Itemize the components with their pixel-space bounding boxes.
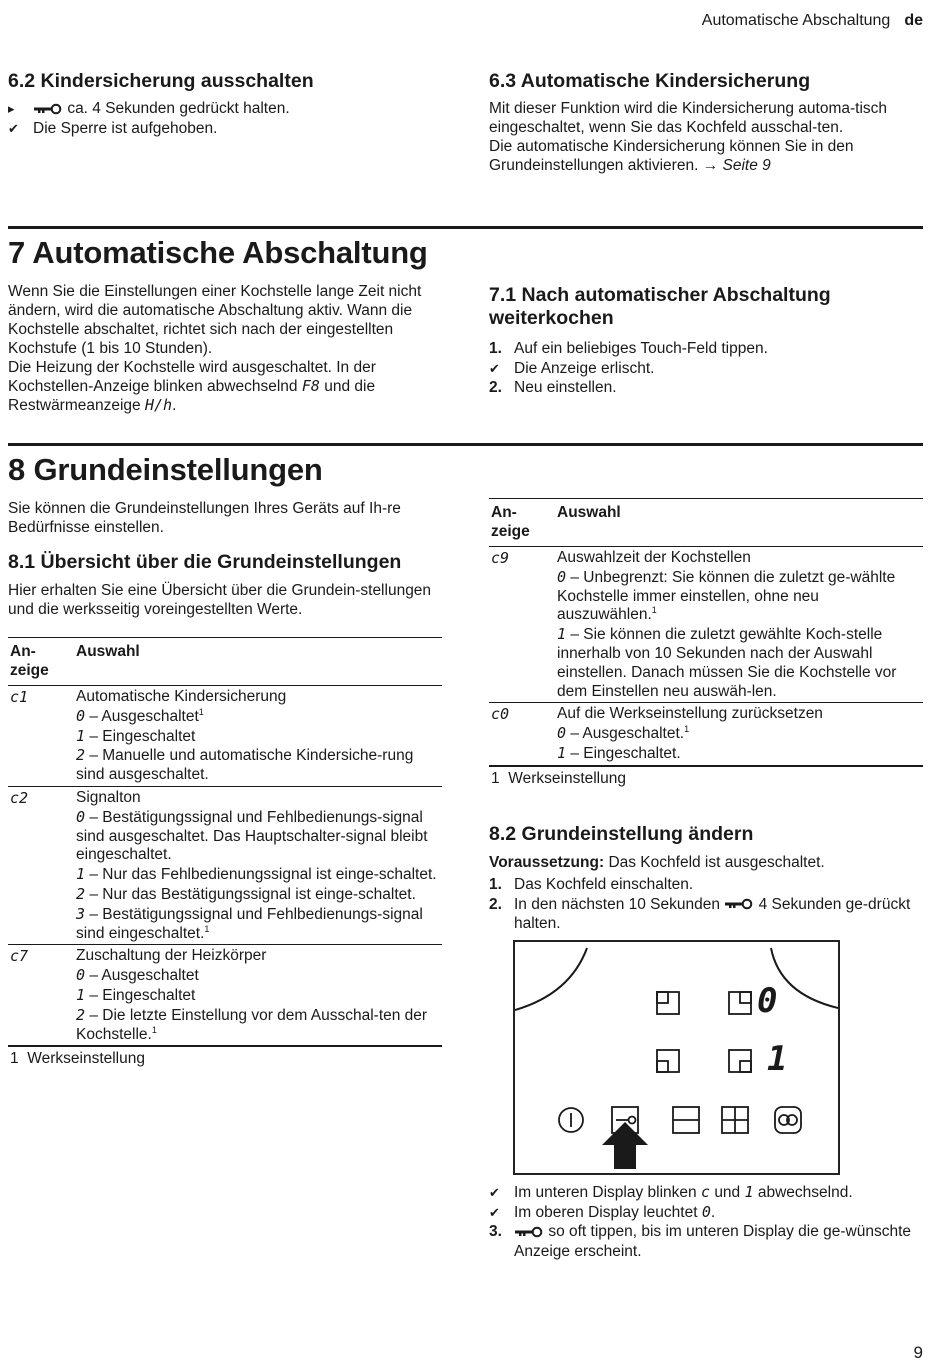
table-row bbox=[8, 945, 442, 1046]
step-1: 1. Auf ein beliebiges Touch-Feld tippen. bbox=[489, 340, 768, 357]
footnote-ref: 1 bbox=[684, 724, 690, 735]
footnote-ref: 1 bbox=[151, 1024, 157, 1035]
column-header-anzeige: An-zeige bbox=[491, 504, 530, 540]
triangle-bullet-icon: ▸ bbox=[8, 101, 15, 116]
section-divider bbox=[8, 443, 923, 446]
zone-icon-bottom-right bbox=[729, 1050, 751, 1072]
paragraph: Sie können die Grundeinstellungen Ihres Geräts auf Ih-re Bedürfnisse einstellen. bbox=[8, 500, 401, 536]
display-code-hh: H/h bbox=[145, 396, 173, 414]
table-row bbox=[8, 686, 442, 787]
setting-option: 1 – Sie können die zuletzt gewählte Koch-stelle innerhalb von 10 Sekunden nach der Auswahl einstellen. Danach müssen Sie die Kochstelle vor dem Einstellen neu auswäh-len. bbox=[557, 625, 897, 700]
setting-title: Zuschaltung der Heizkörper bbox=[76, 947, 267, 965]
step-3: 3. so oft tippen, bis im unteren Display die ge-wünschte Anzeige erscheint. bbox=[489, 1223, 912, 1260]
cooking-zone-arc-left bbox=[515, 948, 587, 1010]
setting-title: Auf die Werkseinstellung zurücksetzen bbox=[557, 705, 823, 723]
setting-option: 1 – Eingeschaltet. bbox=[557, 743, 681, 762]
table-row bbox=[489, 703, 923, 766]
column-header-anzeige: An-zeige bbox=[10, 643, 49, 679]
setting-option: 0 – Bestätigungssignal und Fehlbedienungs-signal sind ausgeschaltet. Das Hauptschalter-signal bleibt eingeschaltet. bbox=[76, 807, 428, 864]
setting-option: 0 – Ausgeschaltet.$^1$ bbox=[557, 724, 690, 743]
control-panel-illustration bbox=[513, 940, 840, 1175]
result-item: ✔ Im oberen Display leuchtet 0. bbox=[489, 1202, 716, 1221]
instruction-step bbox=[8, 99, 442, 119]
paragraph: Die automatische Kindersicherung können Sie in den Grundeinstellungen aktivieren. → Seite 9 bbox=[489, 138, 854, 174]
section-8-body bbox=[8, 499, 442, 619]
key-icon bbox=[724, 898, 754, 910]
zone-icon-top-right bbox=[729, 992, 751, 1014]
minus-icon bbox=[673, 1107, 699, 1133]
running-header bbox=[702, 12, 923, 30]
section-7-1 bbox=[489, 284, 923, 398]
step-1: 1. Das Kochfeld einschalten. bbox=[489, 876, 694, 893]
setting-code: c1 bbox=[10, 688, 29, 706]
setting-option: 0 – Ausgeschaltet$^1$ bbox=[76, 706, 204, 725]
setting-option: 2 – Die letzte Einstellung vor dem Ausschal-ten der Kochstelle.$^1$ bbox=[76, 1005, 428, 1043]
step-2: 2. Neu einstellen. bbox=[489, 379, 617, 396]
page-reference[interactable]: Seite 9 bbox=[722, 157, 771, 174]
setting-option: 1 – Eingeschaltet bbox=[76, 726, 196, 745]
step-text: ca. 4 Sekunden gedrückt halten. bbox=[67, 100, 290, 117]
setting-option: 0 – Ausgeschaltet bbox=[76, 966, 199, 985]
result-item: ✔ Die Anzeige erlischt. bbox=[489, 359, 655, 377]
section-8-2-results bbox=[489, 1183, 923, 1261]
setting-title: Automatische Kindersicherung bbox=[76, 688, 287, 705]
section-6-2 bbox=[8, 70, 442, 138]
zone-icon-top-left bbox=[657, 992, 679, 1014]
footnote-ref: 1 bbox=[204, 923, 210, 934]
cooking-zone-arc-right bbox=[771, 948, 838, 1008]
paragraph: Mit dieser Funktion wird die Kindersicherung automa-tisch eingeschaltet, wenn Sie das Kochfeld ausschal-ten. bbox=[489, 100, 888, 136]
setting-option: 1 – Nur das Fehlbedienungssignal ist einge-schaltet. bbox=[76, 865, 437, 884]
setting-code: c9 bbox=[491, 549, 510, 567]
checkmark-icon: ✔ bbox=[8, 120, 19, 136]
footnote-ref: 1 bbox=[198, 706, 204, 717]
paragraph: Hier erhalten Sie eine Übersicht über die Grundein-stellungen und die werksseitig voreingestellten Werte. bbox=[8, 582, 432, 618]
header-lang: de bbox=[904, 12, 923, 29]
table-footnote: 1 Werkseinstellung bbox=[10, 1050, 145, 1068]
section-divider bbox=[8, 226, 923, 229]
footnote-ref: 1 bbox=[651, 605, 657, 616]
timer-icon bbox=[775, 1107, 801, 1133]
section-8-title: 8 Grundeinstellungen bbox=[8, 452, 323, 487]
section-7-title: 7 Automatische Abschaltung bbox=[8, 235, 428, 270]
section-6-3 bbox=[489, 70, 923, 175]
settings-table-left bbox=[8, 637, 442, 1068]
step-2: 2. In den nächsten 10 Sekunden 4 Sekunden ge-drückt halten. bbox=[489, 895, 911, 932]
checkmark-icon: ✔ bbox=[489, 360, 500, 376]
setting-option: 1 – Eingeschaltet bbox=[76, 985, 196, 1004]
section-7-1-title: 7.1 Nach automatischer Abschaltung weiterkochen bbox=[489, 284, 831, 329]
upper-display-digit: 0 bbox=[757, 981, 778, 1021]
section-6-3-title: 6.3 Automatische Kindersicherung bbox=[489, 70, 811, 92]
result-text: Die Sperre ist aufgehoben. bbox=[33, 119, 218, 137]
section-8-2-title: 8.2 Grundeinstellung ändern bbox=[489, 823, 754, 845]
table-row bbox=[8, 786, 442, 944]
table-header bbox=[8, 638, 442, 686]
power-icon bbox=[559, 1108, 583, 1132]
panel-graphics bbox=[515, 942, 838, 1173]
column-header-auswahl: Auswahl bbox=[76, 643, 140, 660]
table-footnote: 1 Werkseinstellung bbox=[491, 769, 626, 787]
plus-icon bbox=[722, 1107, 748, 1133]
display-code-f8: F8 bbox=[301, 377, 320, 395]
paragraph: Die Heizung der Kochstelle wird ausgeschaltet. In der Kochstellen-Anzeige blinken abwechselnd F8 und die Restwärmeanzeige H/h. bbox=[8, 359, 376, 414]
section-7-body bbox=[8, 282, 442, 415]
lower-display-digit: 1 bbox=[767, 1039, 788, 1079]
table-row bbox=[489, 547, 923, 703]
setting-option: 3 – Bestätigungssignal und Fehlbedienungs-signal sind eingeschaltet.$^1$ bbox=[76, 904, 423, 942]
setting-option: 0 – Unbegrenzt: Sie können die zuletzt ge-wählte Kochstelle immer einstellen, ohne neu auszuwählen.$^1$ bbox=[557, 567, 896, 624]
checkmark-icon: ✔ bbox=[489, 1185, 500, 1200]
arrow-icon: → bbox=[702, 157, 719, 174]
key-icon bbox=[33, 103, 63, 115]
key-icon bbox=[514, 1226, 544, 1238]
setting-code: c7 bbox=[10, 947, 29, 966]
setting-title: Auswahlzeit der Kochstellen bbox=[557, 549, 751, 566]
table-header bbox=[489, 499, 923, 547]
section-8-1-title: 8.1 Übersicht über die Grundeinstellungen bbox=[8, 551, 402, 573]
zone-icon-bottom-left bbox=[657, 1050, 679, 1072]
settings-table-right bbox=[489, 498, 923, 788]
checkmark-icon: ✔ bbox=[489, 1204, 500, 1220]
arrow-up-icon bbox=[602, 1122, 648, 1169]
setting-title: Signalton bbox=[76, 788, 141, 806]
section-6-2-title: 6.2 Kindersicherung ausschalten bbox=[8, 70, 314, 92]
setting-code: c0 bbox=[491, 705, 510, 724]
paragraph: Wenn Sie die Einstellungen einer Kochstelle lange Zeit nicht ändern, wird die automatische Abschaltung aktiv. Wann die Kochstelle abschaltet, richtet sich nach der eingestellten Kochstufe (1 bis 10 Stunden). bbox=[8, 283, 422, 357]
precondition: Voraussetzung: Das Kochfeld ist ausgeschaltet. bbox=[489, 854, 825, 871]
header-title: Automatische Abschaltung bbox=[701, 12, 891, 29]
setting-code: c2 bbox=[10, 788, 29, 807]
section-8-2 bbox=[489, 823, 923, 934]
result-item: ✔ Im unteren Display blinken c und 1 abwechselnd. bbox=[489, 1183, 853, 1201]
result-item bbox=[8, 119, 442, 139]
page-number: 9 bbox=[913, 1343, 923, 1362]
setting-option: 2 – Manuelle und automatische Kindersiche-rung sind ausgeschaltet. bbox=[76, 746, 414, 784]
column-header-auswahl: Auswahl bbox=[557, 504, 621, 521]
setting-option: 2 – Nur das Bestätigungssignal ist einge-schaltet. bbox=[76, 884, 416, 903]
